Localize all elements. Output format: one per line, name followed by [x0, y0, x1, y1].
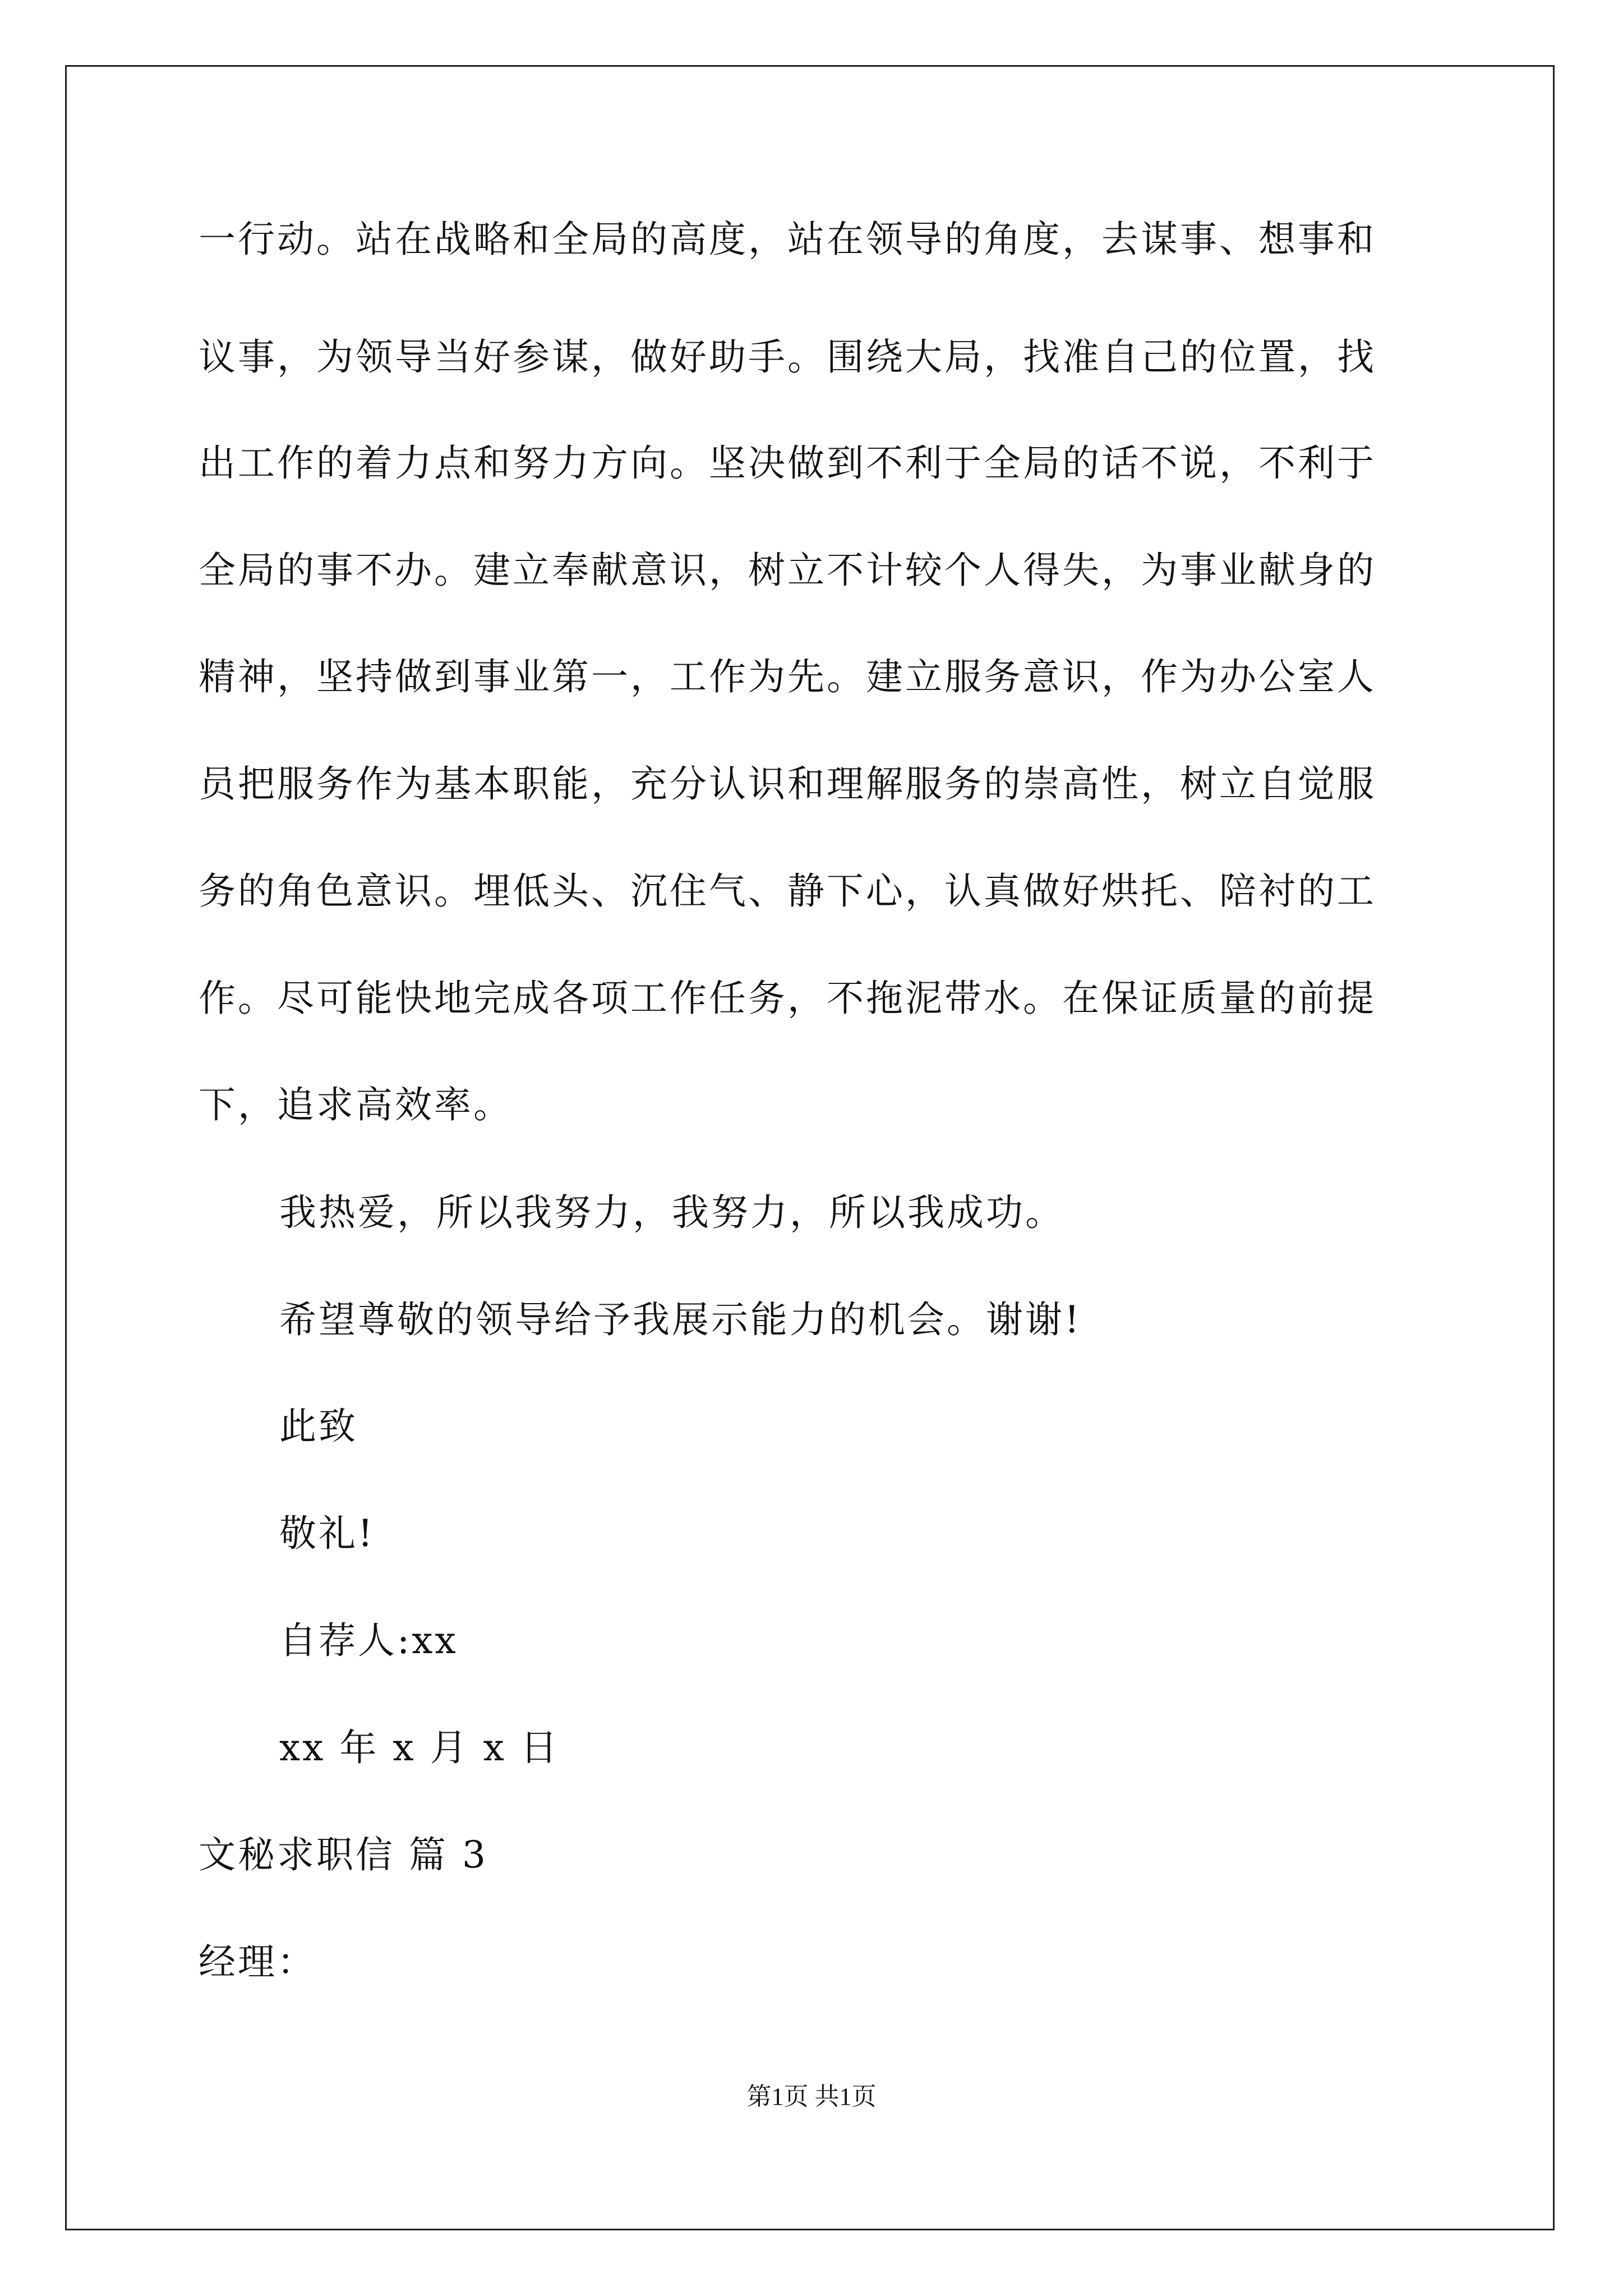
paragraph-line: 务的角色意识。埋低头、沉住气、静下心，认真做好烘托、陪衬的工 — [199, 869, 1376, 913]
signature-line: 自荐人:xx — [279, 1619, 458, 1662]
page-frame — [65, 65, 1555, 2230]
paragraph-line: 下，追求高效率。 — [199, 1083, 513, 1126]
page-footer: 第1页 共1页 — [746, 2083, 877, 2110]
paragraph-line: 作。尽可能快地完成各项工作任务，不拖泥带水。在保证质量的前提 — [199, 977, 1376, 1020]
paragraph-line: 出工作的着力点和努力方向。坚决做到不利于全局的话不说，不利于 — [199, 441, 1376, 485]
paragraph-line: 精神，坚持做到事业第一，工作为先。建立服务意识，作为办公室人 — [199, 655, 1376, 698]
date-line: xx 年 x 月 x 日 — [279, 1726, 560, 1769]
paragraph-line: 员把服务作为基本职能，充分认识和理解服务的崇高性，树立自觉服 — [199, 762, 1376, 806]
salutation: 经理： — [199, 1940, 316, 1984]
indented-line: 我热爱，所以我努力，我努力，所以我成功。 — [279, 1191, 1064, 1234]
closing-greeting: 敬礼! — [279, 1512, 375, 1555]
indented-line: 希望尊敬的领导给予我展示能力的机会。谢谢! — [279, 1298, 1082, 1341]
paragraph-line: 全局的事不办。建立奉献意识，树立不计较个人得失，为事业献身的 — [199, 549, 1376, 592]
paragraph-line: 议事，为领导当好参谋，做好助手。围绕大局，找准自己的位置，找 — [199, 335, 1376, 379]
section-title: 文秘求职信 篇 3 — [199, 1833, 488, 1876]
closing-phrase: 此致 — [279, 1405, 358, 1448]
paragraph-line: 一行动。站在战略和全局的高度，站在领导的角度，去谋事、想事和 — [199, 218, 1376, 261]
